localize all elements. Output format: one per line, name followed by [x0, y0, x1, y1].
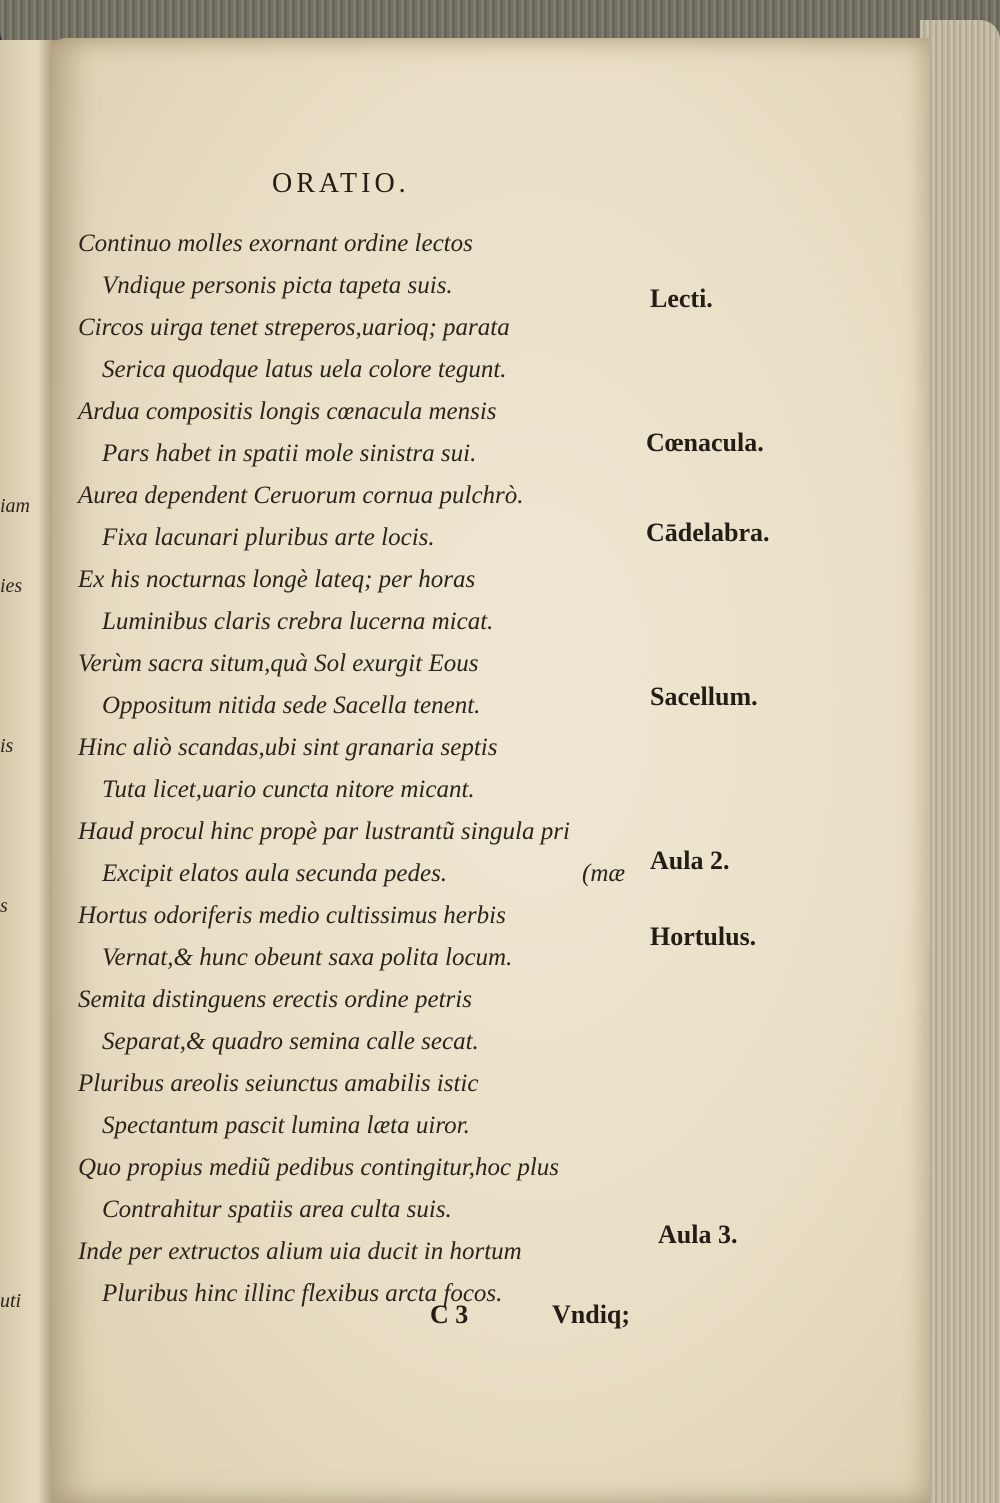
left-page-fragment: ies	[0, 575, 23, 597]
book-fore-edge	[920, 20, 1000, 1503]
verse-line: Tuta licet,uario cuncta nitore micant.	[102, 776, 475, 803]
margin-note: Lecti.	[650, 284, 713, 313]
verse-line: Separat,& quadro semina calle secat.	[102, 1028, 479, 1055]
verse-line: Hinc aliò scandas,ubi sint granaria septis	[78, 734, 498, 761]
verse-line: Haud procul hinc propè par lustrantũ singula pri	[78, 818, 570, 845]
margin-note: Cādelabra.	[646, 518, 770, 547]
turnover-mark: (mæ	[582, 860, 626, 887]
verse-line: Pluribus areolis seiunctus amabilis istic	[78, 1070, 479, 1097]
verse-line: Pars habet in spatii mole sinistra sui.	[102, 440, 477, 467]
margin-note: Sacellum.	[650, 682, 758, 711]
page-text	[52, 38, 930, 1503]
verse-line: Excipit elatos aula secunda pedes.	[102, 860, 448, 887]
left-page-fragment: uti	[0, 1290, 22, 1312]
verse-line: Serica quodque latus uela colore tegunt.	[102, 356, 507, 383]
verse-line: Vernat,& hunc obeunt saxa polita locum.	[102, 944, 513, 971]
verse-line: Semita distinguens erectis ordine petris	[78, 986, 472, 1013]
verse-line: Continuo molles exornant ordine lectos	[78, 230, 473, 257]
catchword: Vndiq;	[552, 1300, 631, 1329]
page	[52, 38, 930, 1503]
verse-line: Vndique personis picta tapeta suis.	[102, 272, 453, 299]
verse-line: Fixa lacunari pluribus arte locis.	[102, 524, 435, 551]
verse-line: Spectantum pascit lumina læta uiror.	[102, 1112, 470, 1139]
left-page-fragment: s	[0, 895, 8, 917]
verse-line: Pluribus hinc illinc flexibus arcta focos.	[102, 1280, 503, 1307]
verse-line: Hortus odoriferis medio cultissimus herbis	[78, 902, 506, 929]
verse-line: Luminibus claris crebra lucerna micat.	[102, 608, 494, 635]
verse-line: Inde per extructos alium uia ducit in hortum	[78, 1238, 522, 1265]
verse-line: Quo propius mediũ pedibus contingitur,hoc plus	[78, 1154, 560, 1181]
verse-line: Verùm sacra situm,quà Sol exurgit Eous	[78, 650, 479, 677]
margin-note: Aula 2.	[650, 846, 730, 875]
verse-line: Oppositum nitida sede Sacella tenent.	[102, 692, 481, 719]
verse-line: Circos uirga tenet streperos,uarioq; parata	[78, 314, 510, 341]
margin-note: Hortulus.	[650, 922, 757, 951]
verse-line: Ardua compositis longis cœnacula mensis	[78, 398, 497, 425]
verse-line: Ex his nocturnas longè lateq; per horas	[78, 566, 476, 593]
margin-note: Cœnacula.	[646, 428, 764, 457]
left-page-fragment: iam	[0, 495, 30, 517]
verse-line: Contrahitur spatiis area culta suis.	[102, 1196, 452, 1223]
signature-mark: C 3	[430, 1300, 469, 1329]
margin-note: Aula 3.	[658, 1220, 738, 1249]
verse-line: Aurea dependent Ceruorum cornua pulchrò.	[78, 482, 524, 509]
running-heading: ORATIO.	[272, 168, 410, 199]
left-page-fragment: is	[0, 735, 14, 757]
